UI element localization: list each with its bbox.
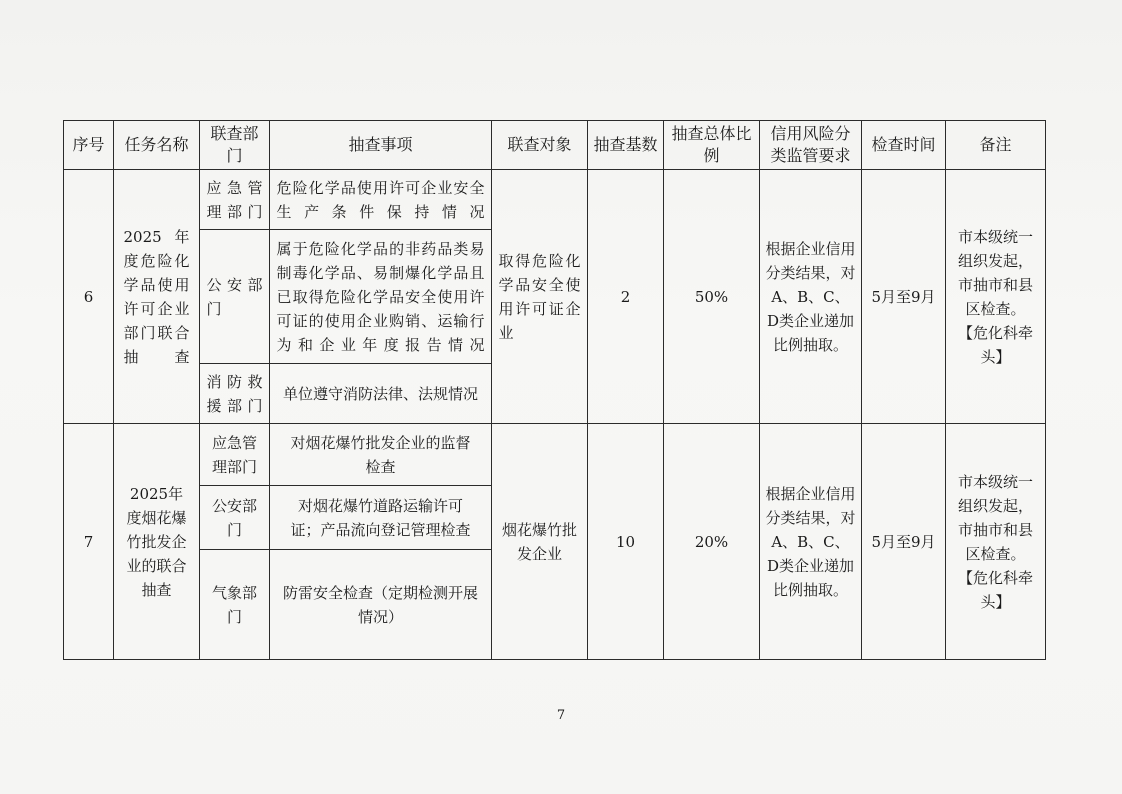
credit-cell: 根据企业信用分类结果，对A、B、C、D类企业递加比例抽取。	[760, 424, 862, 660]
matter-cell: 防雷安全检查（定期检测开展情况）	[270, 550, 492, 660]
task-name: 2025年度烟花爆竹批发企业的联合抽查	[114, 424, 200, 660]
time-cell: 5月至9月	[862, 170, 946, 424]
header-cell: 抽查基数	[588, 121, 664, 170]
dept-cell: 消防救援部门	[200, 364, 270, 424]
header-cell: 信用风险分类监管要求	[760, 121, 862, 170]
matter-cell: 危险化学品使用许可企业安全生产条件保持情况	[270, 170, 492, 230]
header-cell: 抽查事项	[270, 121, 492, 170]
table-row	[64, 424, 1046, 486]
dept-cell: 公安部门	[200, 230, 270, 364]
dept-cell: 应急管理部门	[200, 170, 270, 230]
dept-cell: 公安部门	[200, 486, 270, 550]
table-row	[64, 170, 1046, 230]
dept-cell: 应急管理部门	[200, 424, 270, 486]
time-cell: 5月至9月	[862, 424, 946, 660]
page-number: 7	[556, 708, 566, 723]
header-cell: 序号	[64, 121, 114, 170]
target-cell: 取得危险化学品安全使用许可证企业	[492, 170, 588, 424]
target-cell: 烟花爆竹批发企业	[492, 424, 588, 660]
inspection-table	[63, 120, 1046, 660]
base-cell: 10	[588, 424, 664, 660]
header-cell: 抽查总体比例	[664, 121, 760, 170]
header-cell: 联查对象	[492, 121, 588, 170]
row-number: 7	[64, 424, 114, 660]
note-cell: 市本级统一组织发起，市抽市和县区检查。【危化科牵头】	[946, 424, 1046, 660]
matter-cell: 属于危险化学品的非药品类易制毒化学品、易制爆化学品且已取得危险化学品安全使用许可证的使用企业购销、运输行为和企业年度报告情况	[270, 230, 492, 364]
dept-cell: 气象部门	[200, 550, 270, 660]
header-cell: 备注	[946, 121, 1046, 170]
table-header-row	[64, 121, 1046, 170]
header-cell: 检查时间	[862, 121, 946, 170]
header-cell: 联查部门	[200, 121, 270, 170]
matter-cell: 单位遵守消防法律、法规情况	[270, 364, 492, 424]
credit-cell: 根据企业信用分类结果，对A、B、C、D类企业递加比例抽取。	[760, 170, 862, 424]
matter-cell: 对烟花爆竹道路运输许可证；产品流向登记管理检查	[270, 486, 492, 550]
ratio-cell: 50%	[664, 170, 760, 424]
task-name: 2025年度危险化学品使用许可企业部门联合抽查	[114, 170, 200, 424]
base-cell: 2	[588, 170, 664, 424]
row-number: 6	[64, 170, 114, 424]
ratio-cell: 20%	[664, 424, 760, 660]
matter-cell: 对烟花爆竹批发企业的监督检查	[270, 424, 492, 486]
header-cell: 任务名称	[114, 121, 200, 170]
note-cell: 市本级统一组织发起，市抽市和县区检查。【危化科牵头】	[946, 170, 1046, 424]
